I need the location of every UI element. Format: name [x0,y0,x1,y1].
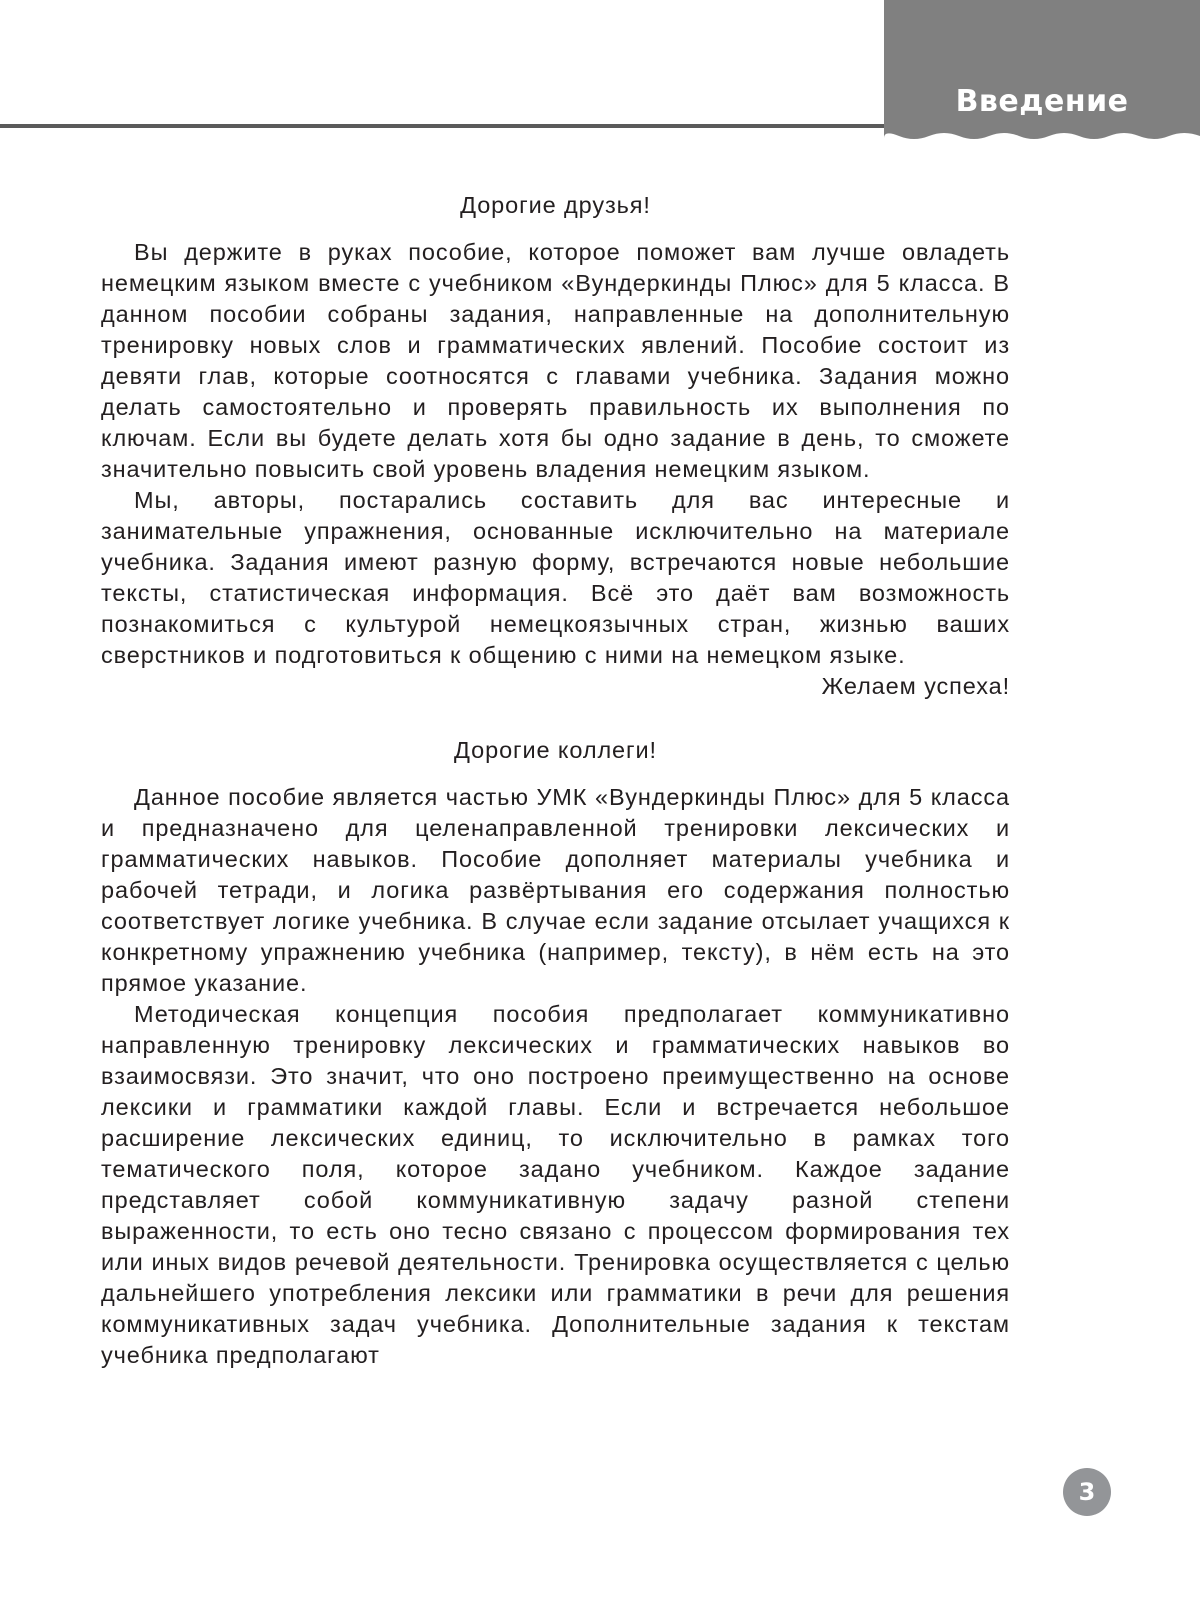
colleagues-paragraph: Данное пособие является частью УМК «Вундеркинды Плюс» для 5 класса и предназначено для целенаправленной тренировки лексических и грамматических навыков. Пособие дополняет материалы учебника и рабочей тетради, и логика развёртывания его содержания полностью соответствует логике учебника. В случае если задание отсылает учащихся к конкретному упражнению учебника (например, тексту), в нём есть на это прямое указание. [101,784,1010,996]
students-heading: Дорогие друзья! [460,192,651,218]
section-tab [884,0,1200,150]
students-paragraph: Мы, авторы, постарались составить для вас интересные и занимательные упражнения, основанные исключительно на материале учебника. Задания имеют разную форму, встречаются новые небольшие тексты, статистическая информация. Всё это даёт вам возможность познакомиться с культурой немецкоязычных стран, жизнью ваших сверстников и подготовиться к общению с ними на немецком языке. [101,487,1010,668]
students-signoff: Желаем успеха! [821,673,1010,699]
header-rule [0,124,884,128]
page-number-badge: 3 [1063,1468,1111,1516]
students-paragraph: Вы держите в руках пособие, которое поможет вам лучше овладеть немецким языком вместе с учебником «Вундеркинды Плюс» для 5 класса. В данном пособии собраны задания, направленные на дополнительную тренировку новых слов и грамматических явлений. Пособие состоит из девяти глав, которые соотносятся с главами учебника. Задания можно делать самостоятельно и проверять правильность их выполнения по ключам. Если вы будете делать хотя бы одно задание в день, то сможете значительно повысить свой уровень владения немецким языком. [101,239,1010,482]
section-title: Введение [955,84,1129,119]
page-body [101,190,1010,1371]
section-tab-shape [884,0,1200,150]
colleagues-paragraph: Методическая концепция пособия предполагает коммуникативно направленную тренировку лексических и грамматических навыков во взаимосвязи. Это значит, что оно построено преимущественно на основе лексики и грамматики каждой главы. Если и встречается небольшое расширение лексических единиц, то исключительно в рамках того тематического поля, которое задано учебником. Каждое задание представляет собой коммуникативную задачу разной степени выраженности, то есть оно тесно связано с процессом формирования тех или иных видов речевой деятельности. Тренировка осуществляется с целью дальнейшего употребления лексики или грамматики в речи для решения коммуникативных задач учебника. Дополнительные задания к текстам учебника предполагают [101,1001,1010,1368]
colleagues-heading: Дорогие коллеги! [454,737,657,763]
